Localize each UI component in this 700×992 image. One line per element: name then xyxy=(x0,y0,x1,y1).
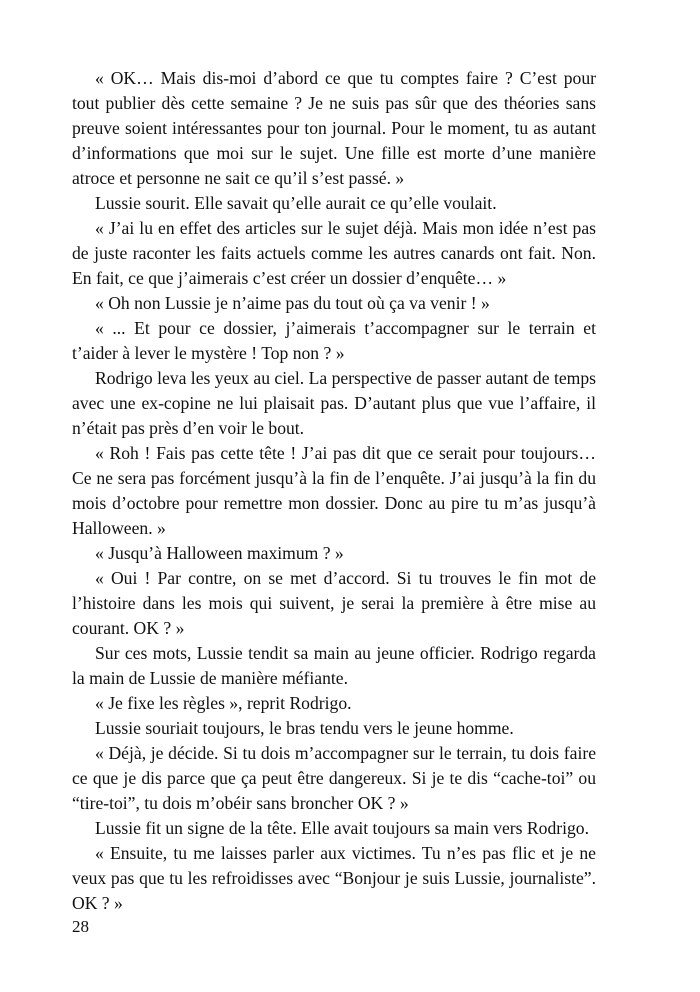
paragraph: « Ensuite, tu me laisses parler aux victimes. Tu n’es pas flic et je ne veux pas que tu les refroidisses avec “Bonjour je suis Lussie, journaliste”. OK ? » xyxy=(72,843,596,913)
paragraph: « OK… Mais dis-moi d’abord ce que tu comptes faire ? C’est pour tout publier dès cette semaine ? Je ne suis pas sûr que des théories sans preuve soient intéressantes pour ton journal. Pour le moment, tu as autant d’informations que moi sur le sujet. Une fille est morte d’une manière atroce et personne ne sait ce qu’il s’est passé. » xyxy=(72,68,596,188)
page-body xyxy=(72,66,596,916)
paragraph: « Jusqu’à Halloween maximum ? » xyxy=(95,543,344,563)
paragraph: Lussie fit un signe de la tête. Elle avait toujours sa main vers Rodrigo. xyxy=(95,818,589,838)
paragraph: « Déjà, je décide. Si tu dois m’accompagner sur le terrain, tu dois faire ce que je dis parce que ça peut être dangereux. Si je te dis “cache-toi” ou “tire-toi”, tu dois m’obéir sans broncher OK ? » xyxy=(72,743,596,813)
paragraph: « ... Et pour ce dossier, j’aimerais t’accompagner sur le terrain et t’aider à lever le mystère ! Top non ? » xyxy=(72,318,596,363)
page-number: 28 xyxy=(72,917,89,936)
paragraph: Lussie sourit. Elle savait qu’elle aurait ce qu’elle voulait. xyxy=(95,193,497,213)
paragraph: « Roh ! Fais pas cette tête ! J’ai pas dit que ce serait pour toujours… Ce ne sera pas forcément jusqu’à la fin de l’enquête. J’ai jusqu’à la fin du mois d’octobre pour remettre mon dossier. Donc au pire tu m’as jusqu’à Halloween. » xyxy=(72,443,596,538)
paragraph: « J’ai lu en effet des articles sur le sujet déjà. Mais mon idée n’est pas de juste raconter les faits actuels comme les autres canards ont fait. Non. En fait, ce que j’aimerais c’est créer un dossier d’enquête… » xyxy=(72,218,596,288)
paragraph: « Je fixe les règles », reprit Rodrigo. xyxy=(95,693,352,713)
paragraph: « Oui ! Par contre, on se met d’accord. Si tu trouves le fin mot de l’histoire dans les mois qui suivent, je serai la première à être mise au courant. OK ? » xyxy=(72,568,596,638)
paragraph: Lussie souriait toujours, le bras tendu vers le jeune homme. xyxy=(95,718,514,738)
paragraph: Rodrigo leva les yeux au ciel. La perspective de passer autant de temps avec une ex-copine ne lui plaisait pas. D’autant plus que vue l’affaire, il n’était pas près d’en voir le bout. xyxy=(72,368,596,438)
paragraph: Sur ces mots, Lussie tendit sa main au jeune officier. Rodrigo regarda la main de Lussie de manière méfiante. xyxy=(72,643,596,688)
paragraph: « Oh non Lussie je n’aime pas du tout où ça va venir ! » xyxy=(95,293,490,313)
